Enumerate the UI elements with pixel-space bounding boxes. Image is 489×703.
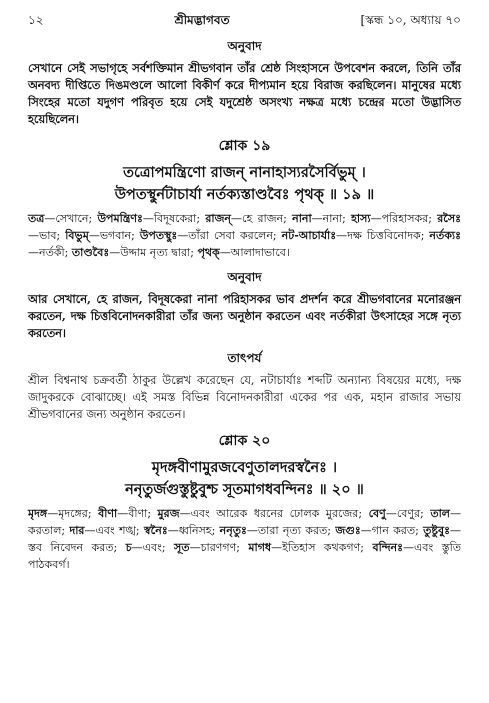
verse-20-label: শ্লোক ২০: [218, 433, 271, 449]
synonym-meaning: —গান করত;: [360, 524, 424, 537]
synonym-meaning: —উদ্দাম নৃত্য দ্বারা;: [109, 246, 198, 259]
verse-19-synonyms: [28, 210, 461, 261]
purport-text: শ্রীল বিশ্বনাথ চক্রবর্তী ঠাকুর উল্লেখ করেছেন যে, নটাচার্যাঃ শব্দটি অন্যান্য বিষয়ের মধ্যে, দক্ষ জাদুকরকে বোঝাচ্ছে। এই সমস্ত বিভিন্ন বিনোদনকারীরা একের পর এক, মহান রাজার সভায় শ্রীভগবানের জন্য অনুষ্ঠান করতেন।: [28, 374, 461, 421]
synonym-word: ননৃতুঃ: [219, 524, 247, 537]
synonym-word: বেণু: [368, 507, 386, 520]
synonym-meaning: —বিদূষকেরা;: [142, 212, 206, 225]
synonym-meaning: —মৃদঙ্গের;: [47, 507, 99, 520]
synonym-word: সূত: [174, 541, 190, 554]
synonym-meaning: —ভাব;: [28, 229, 66, 242]
synonym-word: বন্দিনঃ: [372, 541, 403, 554]
synonym-word: তাণ্ডবৈঃ: [71, 246, 110, 259]
verse-19-line-2: উপতস্থুর্নটাচার্যা নর্তক্যস্তাণ্ডবৈঃ পৃথক্ ॥ ১৯ ॥: [114, 186, 375, 203]
synonym-word: বিভুম্: [65, 229, 89, 242]
synonym-meaning: —এবং স্তুতি পাঠকবর্গ।: [28, 541, 461, 571]
synonym-meaning: —নানা;: [311, 212, 352, 225]
synonym-meaning: —এবং;: [131, 541, 175, 554]
synonym-word: নানা: [292, 212, 312, 225]
synonym-word: মৃদঙ্গ: [28, 507, 48, 520]
synonym-word: উপতস্থুঃ: [139, 229, 178, 242]
book-title: শ্রীমদ্ভাগবত: [174, 13, 230, 27]
synonym-meaning: —সেখানে;: [44, 212, 98, 225]
verse-19-translation: আর সেখানে, হে রাজন, বিদূষকেরা নানা পরিহাসকর ভাব প্রদর্শন করে শ্রীভগবানের মনোরঞ্জন করতেন, দক্ষ চিত্তবিনোদনকারীরা তাঁর জন্য অনুষ্ঠান করতেন এবং নর্তকীরা উৎসাহের সঙ্গে নৃত্য করতেন।: [28, 292, 461, 340]
synonym-meaning: —পরিহাসকর;: [370, 212, 438, 225]
synonym-meaning: —চারণগণ;: [189, 541, 249, 554]
verse-20-line-2: ননৃতুর্জগুস্তুষ্টুবুশ্চ সূতমাগধবন্দিনঃ ॥ ২০ ॥: [125, 481, 364, 498]
verse-19-label: শ্লোক ১৯: [218, 138, 271, 154]
synonym-word: তত্র: [28, 212, 45, 225]
synonym-meaning: —নর্তকী;: [28, 246, 72, 259]
synonym-meaning: —এবং শঙ্খ;: [84, 524, 144, 537]
verse-20-synonyms: [28, 505, 461, 573]
verse-20-line-1: মৃদঙ্গবীণামুরজবেণুতালদরস্বনৈঃ ।: [151, 459, 338, 476]
synonym-meaning: —ভগবান;: [88, 229, 140, 242]
synonym-meaning: —তারা নৃত্য করত;: [246, 524, 336, 537]
canto-chapter: [স্কন্ধ ১০, অধ্যায় ৭০: [360, 13, 461, 27]
synonym-word: মুরজ: [157, 507, 180, 520]
synonym-word: উপমন্ত্রিণঃ: [97, 212, 143, 225]
translation-text: সেখানে সেই সভাগৃহে সর্বশক্তিমান শ্রীভগবান তাঁর শ্রেষ্ঠ সিংহাসনে উপবেশন করলে, তিনি তাঁর অনবদ্য দীপ্তিতে দিঙমণ্ডলে আলো বিকীর্ণ করে দীপ্যমান হয়ে বিরাজ করছিলেন। মানুষের মধ্যে সিংহের মতো যদুগণ পরিবৃত হয়ে সেই যদুশ্রেষ্ঠ অসংখ্য নক্ষত্র মধ্যে চন্দ্রের মতো উদ্ভাসিত হয়েছিলেন।: [28, 61, 461, 126]
verse-19-translation-label: অনুবাদ: [227, 270, 262, 284]
translation-label: অনুবাদ: [227, 39, 262, 53]
synonym-word: স্বনৈঃ: [143, 524, 168, 537]
purport-label: তাৎপর্য: [227, 351, 262, 365]
synonym-meaning: —বীণা;: [117, 507, 158, 520]
synonym-word: তাল: [430, 507, 450, 520]
synonym-meaning: —আলাদাভাবে।: [219, 246, 290, 259]
synonym-word: পৃথক্: [197, 246, 220, 259]
synonym-word: নর্তক্যঃ: [429, 229, 461, 242]
synonym-meaning: —বেণুর;: [385, 507, 431, 520]
synonym-word: নট-আচার্যাঃ: [281, 229, 337, 242]
synonym-meaning: —ইতিহাস কথকগণ;: [271, 541, 373, 554]
synonym-meaning: —এবং আরেক ধরনের ঢোলক মুরজের;: [179, 507, 369, 520]
synonym-word: হাস্য: [351, 212, 371, 225]
synonym-word: দার: [69, 524, 85, 537]
synonym-meaning: —তাঁরা সেবা করলেন;: [177, 229, 282, 242]
synonym-word: জগুঃ: [335, 524, 361, 537]
verse-19-line-1: তত্রোপমন্ত্রিণো রাজন্ নানাহাস্যরসৈর্বিভুম্ ।: [123, 164, 366, 181]
synonym-meaning: —হে রাজন;: [231, 212, 293, 225]
synonym-meaning: —ধ্বনিসহ;: [167, 524, 220, 537]
synonym-meaning: —দক্ষ চিত্তবিনোদক;: [336, 229, 430, 242]
page-number: ১২: [28, 13, 44, 27]
running-header: [28, 12, 461, 30]
synonym-word: বীণা: [98, 507, 118, 520]
synonym-word: মাগধ: [248, 541, 272, 554]
synonym-word: রাজন্: [205, 212, 231, 225]
synonym-word: রসৈঃ: [437, 212, 461, 225]
synonym-meaning: —স্তব নিবেদন করত;: [28, 524, 461, 554]
synonym-word: চ: [125, 541, 132, 554]
synonym-meaning: —করতাল;: [28, 507, 461, 537]
synonym-word: তুষ্টুবুঃ: [423, 524, 450, 537]
